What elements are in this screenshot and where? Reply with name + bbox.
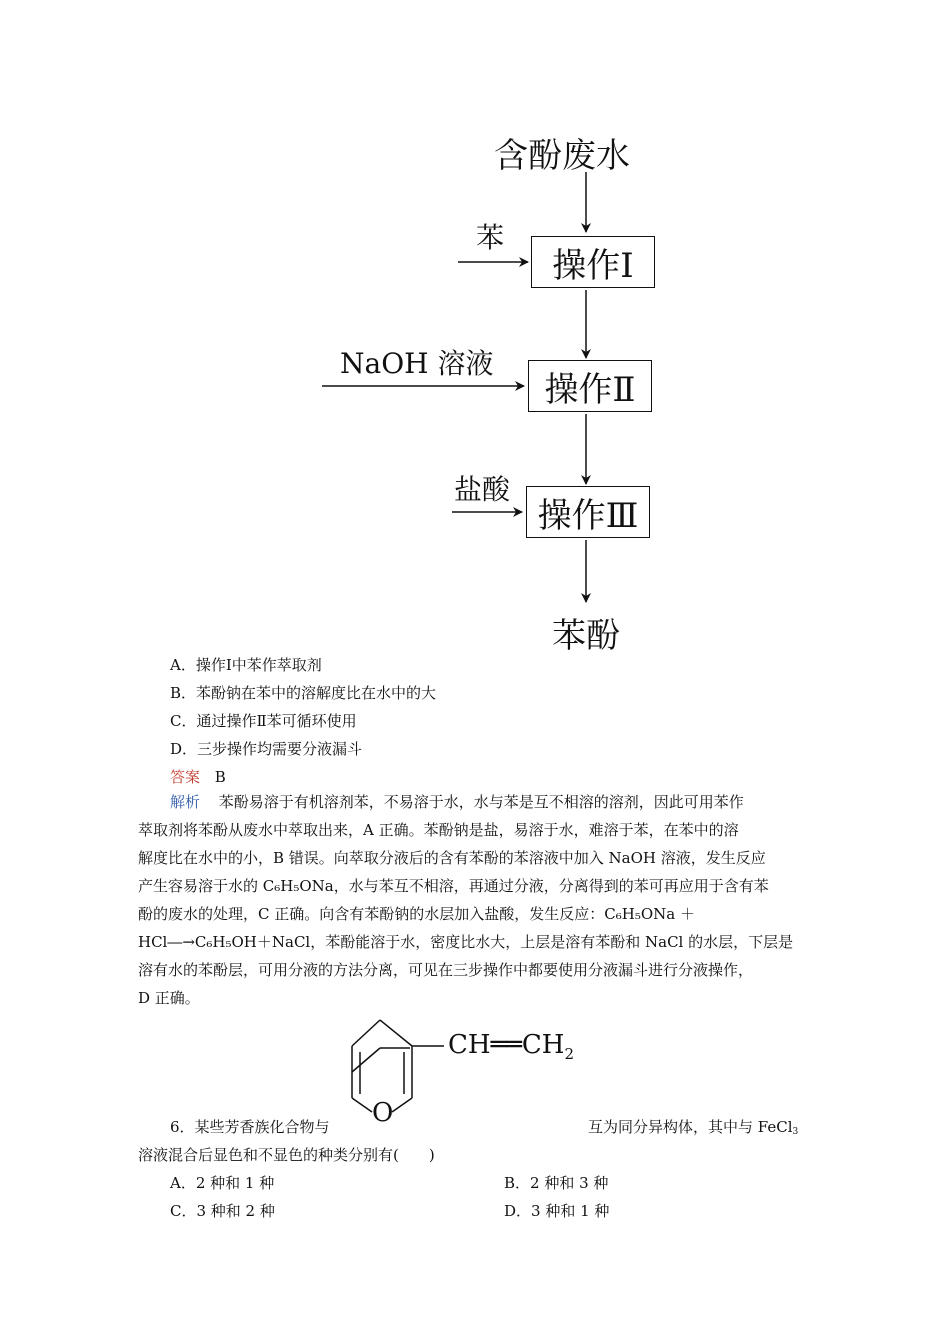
q5-option-a: A．操作Ⅰ中苯作萃取剂 bbox=[170, 656, 322, 674]
q5-option-c: C．通过操作Ⅱ苯可循环使用 bbox=[170, 712, 357, 730]
ring-oxygen-label: O bbox=[372, 1098, 394, 1128]
answer-value: B bbox=[214, 768, 226, 786]
flow-end-label: 苯酚 bbox=[552, 616, 620, 656]
vinyl-group-label bbox=[448, 1030, 574, 1063]
vinyl-text: CH══CH bbox=[448, 1030, 565, 1060]
flowchart-arrows bbox=[0, 0, 950, 660]
q5-option-b: B．苯酚钠在苯中的溶解度比在水中的大 bbox=[170, 684, 437, 702]
q6-stem-line2: 溶液混合后显色和不显色的种类分别有( ) bbox=[138, 1146, 435, 1164]
answer-label: 答案 bbox=[170, 768, 201, 786]
q5-analysis bbox=[138, 788, 828, 1012]
q5-option-d: D．三步操作均需要分液漏斗 bbox=[170, 740, 363, 758]
ring-bond bbox=[380, 1020, 412, 1046]
q5-answer bbox=[170, 766, 226, 787]
ring-bond bbox=[352, 1020, 380, 1046]
analysis-line-5: 酚的废水的处理，C 正确。向含有苯酚钠的水层加入盐酸，发生反应：C₆H₅ONa ＋ bbox=[138, 905, 695, 923]
analysis-line-7: 溶有水的苯酚层，可用分液的方法分离，可见在三步操作中都要使用分液漏斗进行分液操作， bbox=[138, 961, 754, 979]
q6-stem-part2 bbox=[588, 1116, 798, 1137]
analysis-line-6: HCl―→C₆H₅OH＋NaCl，苯酚能溶于水，密度比水大，上层是溶有苯酚和 NaCl 的水层，下层是 bbox=[138, 933, 794, 951]
flow-op2-box: 操作Ⅱ bbox=[528, 360, 652, 412]
q6-option-c: C．3 种和 2 种 bbox=[170, 1202, 275, 1220]
q6-option-b: B．2 种和 3 种 bbox=[504, 1174, 609, 1192]
flow-op3-box: 操作Ⅲ bbox=[526, 486, 650, 538]
q6-stem-part1: 6．某些芳香族化合物与 bbox=[170, 1118, 330, 1136]
flow-start-label: 含酚废水 bbox=[494, 136, 630, 176]
q6-stem-part2-text: 互为同分异构体，其中与 FeCl bbox=[588, 1118, 793, 1136]
flow-reagent3-label: 盐酸 bbox=[454, 473, 511, 506]
flow-reagent1-label: 苯 bbox=[476, 221, 505, 254]
analysis-label: 解析 bbox=[170, 793, 201, 811]
q6-option-d: D．3 种和 1 种 bbox=[504, 1202, 610, 1220]
ring-bond bbox=[392, 1098, 412, 1112]
analysis-line-8: D 正确。 bbox=[138, 989, 200, 1007]
analysis-line-1: 苯酚易溶于有机溶剂苯，不易溶于水，水与苯是互不相溶的溶剂，因此可用苯作 bbox=[218, 793, 744, 811]
analysis-line-2: 萃取剂将苯酚从废水中萃取出来，A 正确。苯酚钠是盐，易溶于水，难溶于苯，在苯中的溶 bbox=[138, 821, 739, 839]
flow-op1-box: 操作Ⅰ bbox=[531, 236, 655, 288]
q6-option-a: A．2 种和 1 种 bbox=[170, 1174, 275, 1192]
analysis-line-3: 解度比在水中的小，B 错误。向萃取分液后的含有苯酚的苯溶液中加入 NaOH 溶液，发生反应 bbox=[138, 849, 766, 867]
flow-reagent2-label: NaOH 溶液 bbox=[340, 347, 494, 380]
ring-bond bbox=[352, 1048, 380, 1072]
analysis-line-4: 产生容易溶于水的 C₆H₅ONa，水与苯互不相溶，再通过分液，分离得到的苯可再应用于含有苯 bbox=[138, 877, 769, 895]
ring-bond bbox=[352, 1098, 372, 1112]
q6-stem-subscript: 3 bbox=[792, 1127, 799, 1137]
vinyl-subscript: 2 bbox=[564, 1045, 574, 1064]
